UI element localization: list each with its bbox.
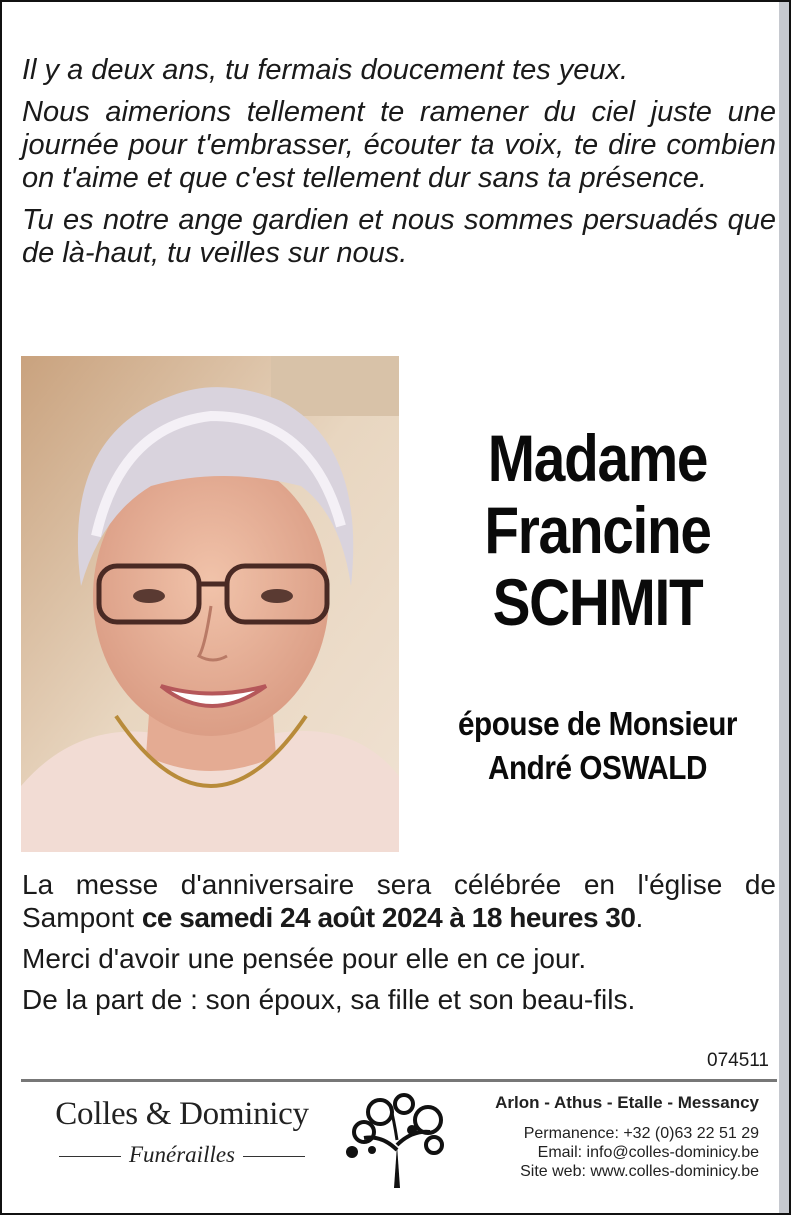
mass-period: . [635, 902, 644, 933]
tree-icon [342, 1090, 452, 1190]
mass-text: La messe d'anniversaire sera célébrée en l'église de Sampont [22, 869, 776, 933]
dash-right [243, 1156, 305, 1157]
funeral-home-subtitle [42, 1142, 322, 1168]
spouse-line-1: épouse de Monsieur [457, 705, 738, 742]
poem [22, 54, 776, 279]
funeral-home-name: Colles & Dominicy [55, 1096, 309, 1132]
spouse-line-2: André OSWALD [487, 749, 708, 786]
email: Email: info@colles-dominicy.be [537, 1144, 759, 1161]
from-line: De la part de : son époux, sa fille et son beau-fils. [22, 984, 636, 1015]
name-title: Madame [487, 421, 708, 495]
website: Site web: www.colles-dominicy.be [520, 1163, 759, 1180]
divider [21, 1079, 777, 1082]
mass-details [22, 868, 776, 934]
thanks-line: Merci d'avoir une pensée pour elle en ce jour. [22, 943, 587, 974]
phone: Permanence: +32 (0)63 22 51 29 [523, 1125, 759, 1142]
dash-left [59, 1156, 121, 1157]
name-first: Francine [484, 493, 711, 567]
poem-paragraph-3: Tu es notre ange gardien et nous sommes persuadés que de là-haut, tu veilles sur nous. [22, 204, 776, 269]
poem-paragraph-2: Nous aimerions tellement te ramener du ciel juste une journée pour t'embrasser, écouter ta voix, te dire combien on t'aime et que c'est tellement dur sans ta présence. [22, 96, 776, 194]
spouse-info [402, 702, 791, 790]
mass-date: ce samedi 24 août 2024 à 18 heures 30 [141, 902, 636, 933]
towns: Arlon - Athus - Etalle - Messancy [495, 1093, 759, 1112]
mass-announcement [22, 868, 776, 1024]
subtitle-text: Funérailles [128, 1142, 236, 1167]
contact-info [439, 1092, 759, 1181]
portrait-photo [21, 356, 399, 852]
reference-number: 074511 [707, 1050, 769, 1071]
name-last: SCHMIT [492, 565, 703, 639]
deceased-name [402, 422, 791, 638]
portrait-photo-icon [21, 356, 399, 852]
poem-line-1: Il y a deux ans, tu fermais doucement tes yeux. [22, 54, 629, 86]
